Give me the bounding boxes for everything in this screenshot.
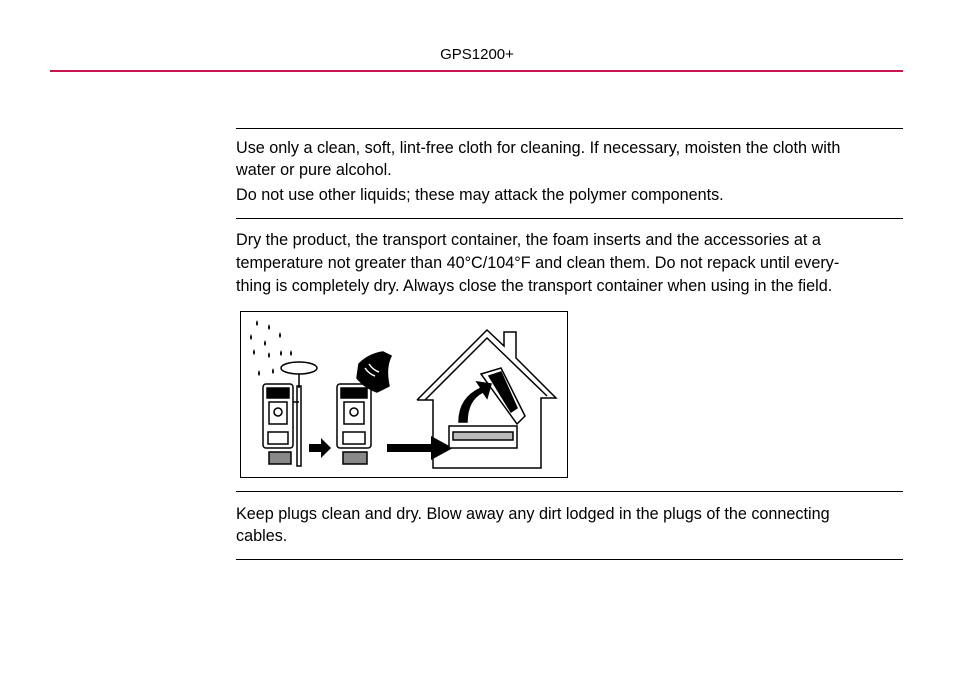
header-rule xyxy=(50,70,903,72)
plugs-line-1: Keep plugs clean and dry. Blow away any dirt lodged in the plugs of the connecting xyxy=(236,505,830,523)
arrow-right-icon xyxy=(387,436,453,460)
section-divider xyxy=(236,559,903,560)
header-title: GPS1200+ xyxy=(440,46,514,63)
plugs-line-2: cables. xyxy=(236,527,288,545)
open-container-icon xyxy=(449,368,525,448)
damp-line-2: temperature not greater than 40°C/104°F and clean them. Do not repack until every- xyxy=(236,254,840,272)
cleaning-line-2: water or pure alcohol. xyxy=(236,161,392,179)
damp-line-3: thing is completely dry. Always close the transport container when using in the field. xyxy=(236,277,833,295)
section-divider xyxy=(236,491,903,492)
gps-instrument-icon xyxy=(263,362,317,466)
cleaning-line-1: Use only a clean, soft, lint-free cloth for cleaning. If necessary, moisten the cloth with xyxy=(236,139,841,157)
arrow-right-icon xyxy=(309,438,331,458)
section-divider xyxy=(236,218,903,219)
wiping-hand-icon xyxy=(337,352,391,464)
damp-line-1: Dry the product, the transport container, the foam inserts and the accessories at a xyxy=(236,231,821,249)
section-divider xyxy=(236,128,903,129)
cleaning-line-3: Do not use other liquids; these may attack the polymer components. xyxy=(236,186,724,204)
drying-illustration xyxy=(240,311,568,478)
